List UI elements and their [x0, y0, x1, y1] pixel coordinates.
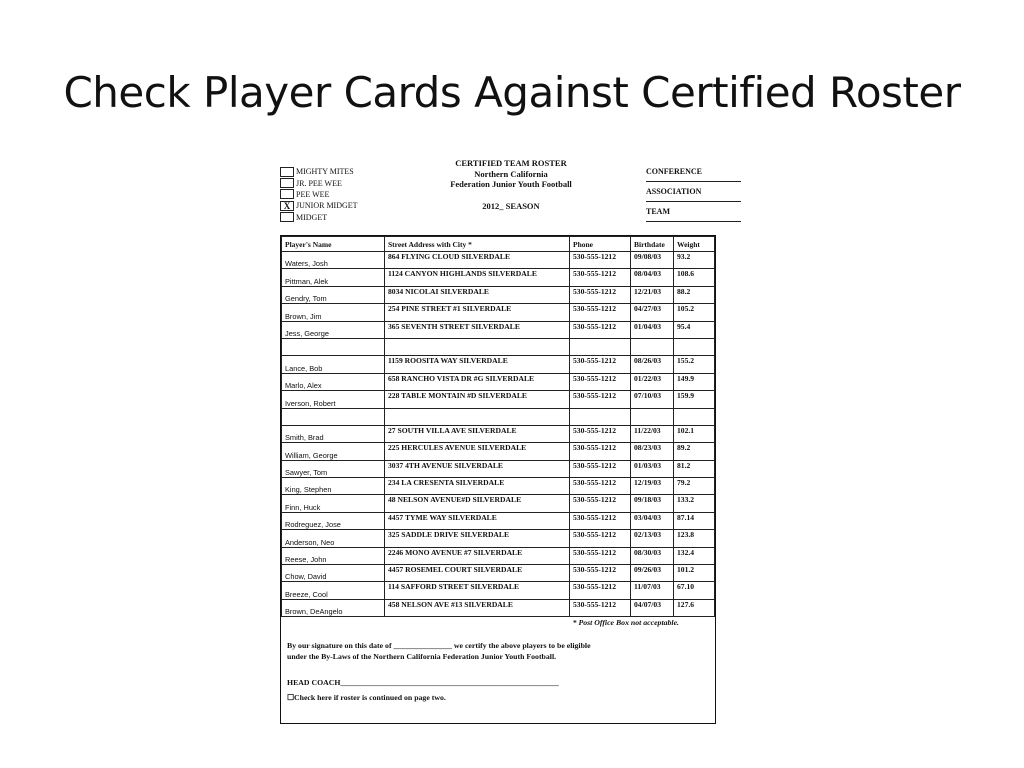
certification-line: By our signature on this date of _______________ we certify the above players to be eligible	[287, 641, 591, 651]
cell-birthdate: 08/26/03	[631, 356, 674, 373]
cell-phone: 530-555-1212	[570, 495, 631, 512]
cell-weight: 95.4	[674, 321, 715, 338]
table-row	[282, 495, 715, 512]
cell-name: Anderson, Neo	[282, 530, 385, 547]
division-label: JR. PEE WEE	[296, 178, 342, 188]
cell-birthdate: 08/30/03	[631, 547, 674, 564]
cell-address: 234 LA CRESENTA SILVERDALE	[385, 478, 570, 495]
cell-phone: 530-555-1212	[570, 286, 631, 303]
roster-document	[280, 156, 718, 726]
column-header: Street Address with City *	[385, 237, 570, 252]
cell-phone: 530-555-1212	[570, 547, 631, 564]
cell-name: Gendry, Tom	[282, 286, 385, 303]
cell-name: Rodreguez, Jose	[282, 512, 385, 529]
table-row	[282, 582, 715, 599]
cell-address: 27 SOUTH VILLA AVE SILVERDALE	[385, 425, 570, 442]
cell-phone: 530-555-1212	[570, 599, 631, 616]
table-row	[282, 269, 715, 286]
cell-weight: 79.2	[674, 478, 715, 495]
roster-body	[282, 252, 715, 617]
continued-checkbox-line: ☐Check here if roster is continued on page two.	[287, 693, 446, 703]
table-row	[282, 304, 715, 321]
cell-phone: 530-555-1212	[570, 478, 631, 495]
cell-phone: 530-555-1212	[570, 530, 631, 547]
cell-name	[282, 338, 385, 355]
cell-weight: 81.2	[674, 460, 715, 477]
cell-name: Iverson, Robert	[282, 391, 385, 408]
cell-phone: 530-555-1212	[570, 443, 631, 460]
column-header: Weight	[674, 237, 715, 252]
cell-name: Finn, Huck	[282, 495, 385, 512]
table-row	[282, 373, 715, 390]
po-box-note: * Post Office Box not acceptable.	[572, 618, 679, 628]
division-checkbox	[280, 178, 294, 188]
cell-address: 8034 NICOLAI SILVERDALE	[385, 286, 570, 303]
certification-statement	[287, 641, 709, 662]
cell-phone	[570, 408, 631, 425]
table-row	[282, 512, 715, 529]
cell-weight: 89.2	[674, 443, 715, 460]
division-row	[280, 177, 358, 188]
table-row	[282, 530, 715, 547]
cell-weight: 101.2	[674, 565, 715, 582]
roster-region: Northern California	[474, 168, 548, 179]
roster-title: CERTIFIED TEAM ROSTER	[455, 158, 567, 168]
cell-phone	[570, 338, 631, 355]
cell-weight: 93.2	[674, 252, 715, 269]
table-row	[282, 478, 715, 495]
cell-name: Smith, Brad	[282, 425, 385, 442]
table-row	[282, 565, 715, 582]
roster-org: Federation Junior Youth Football	[450, 179, 572, 189]
division-checklist	[280, 166, 358, 223]
table-row	[282, 391, 715, 408]
table-row	[282, 599, 715, 616]
cell-phone: 530-555-1212	[570, 252, 631, 269]
cell-birthdate: 01/04/03	[631, 321, 674, 338]
cell-weight: 123.8	[674, 530, 715, 547]
cell-address: 365 SEVENTH STREET SILVERDALE	[385, 321, 570, 338]
cell-weight: 102.1	[674, 425, 715, 442]
certification-line: under the By-Laws of the Northern California Federation Junior Youth Football.	[287, 651, 557, 661]
cell-birthdate: 12/21/03	[631, 286, 674, 303]
cell-birthdate: 08/04/03	[631, 269, 674, 286]
cell-phone: 530-555-1212	[570, 269, 631, 286]
division-label: MIGHTY MITES	[296, 167, 354, 177]
cell-phone: 530-555-1212	[570, 373, 631, 390]
cell-birthdate: 09/18/03	[631, 495, 674, 512]
cell-address: 114 SAFFORD STREET SILVERDALE	[385, 582, 570, 599]
cell-phone: 530-555-1212	[570, 304, 631, 321]
conference-field: CONFERENCE	[646, 162, 741, 182]
roster-footer	[281, 618, 715, 702]
cell-address: 4457 ROSEMEL COURT SILVERDALE	[385, 565, 570, 582]
cell-name: Sawyer, Tom	[282, 460, 385, 477]
cell-name: Brown, Jim	[282, 304, 385, 321]
cell-birthdate: 04/07/03	[631, 599, 674, 616]
table-row	[282, 286, 715, 303]
cell-name: Reese, John	[282, 547, 385, 564]
cell-phone: 530-555-1212	[570, 582, 631, 599]
cell-weight: 159.9	[674, 391, 715, 408]
cell-birthdate: 04/27/03	[631, 304, 674, 321]
cell-name: Jess, George	[282, 321, 385, 338]
cell-address: 1124 CANYON HIGHLANDS SILVERDALE	[385, 269, 570, 286]
head-coach-signature-line: HEAD COACH________________________________________________________	[287, 678, 559, 688]
cell-birthdate: 08/23/03	[631, 443, 674, 460]
cell-address: 864 FLYING CLOUD SILVERDALE	[385, 252, 570, 269]
division-row	[280, 200, 358, 211]
cell-name: King, Stephen	[282, 478, 385, 495]
division-row	[280, 189, 358, 200]
cell-birthdate: 01/22/03	[631, 373, 674, 390]
table-row	[282, 425, 715, 442]
cell-weight: 127.6	[674, 599, 715, 616]
cell-weight	[674, 338, 715, 355]
roster-heading	[440, 158, 582, 211]
cell-weight: 155.2	[674, 356, 715, 373]
cell-phone: 530-555-1212	[570, 425, 631, 442]
cell-birthdate: 11/07/03	[631, 582, 674, 599]
cell-weight: 105.2	[674, 304, 715, 321]
cell-birthdate: 07/10/03	[631, 391, 674, 408]
cell-birthdate: 03/04/03	[631, 512, 674, 529]
cell-address: 2246 MONO AVENUE #7 SILVERDALE	[385, 547, 570, 564]
cell-birthdate: 01/03/03	[631, 460, 674, 477]
cell-address	[385, 338, 570, 355]
association-field: ASSOCIATION	[646, 182, 741, 202]
division-label: JUNIOR MIDGET	[296, 201, 358, 211]
cell-name	[282, 408, 385, 425]
cell-address: 325 SADDLE DRIVE SILVERDALE	[385, 530, 570, 547]
table-row	[282, 443, 715, 460]
cell-name: Chow, David	[282, 565, 385, 582]
cell-address: 48 NELSON AVENUE#D SILVERDALE	[385, 495, 570, 512]
cell-address: 1159 ROOSITA WAY SILVERDALE	[385, 356, 570, 373]
cell-weight: 87.14	[674, 512, 715, 529]
column-header: Phone	[570, 237, 631, 252]
cell-birthdate: 12/19/03	[631, 478, 674, 495]
cell-phone: 530-555-1212	[570, 512, 631, 529]
cell-address: 658 RANCHO VISTA DR #G SILVERDALE	[385, 373, 570, 390]
division-checkbox	[280, 189, 294, 199]
cell-phone: 530-555-1212	[570, 391, 631, 408]
cell-birthdate	[631, 338, 674, 355]
cell-birthdate: 09/26/03	[631, 565, 674, 582]
cell-birthdate: 09/08/03	[631, 252, 674, 269]
cell-weight: 149.9	[674, 373, 715, 390]
table-row	[282, 321, 715, 338]
table-header-row	[282, 237, 715, 252]
roster-table-frame	[280, 235, 716, 724]
cell-name: Waters, Josh	[282, 252, 385, 269]
column-header: Player's Name	[282, 237, 385, 252]
cell-phone: 530-555-1212	[570, 356, 631, 373]
roster-table	[281, 236, 715, 617]
cell-phone: 530-555-1212	[570, 460, 631, 477]
table-row	[282, 547, 715, 564]
cell-address: 228 TABLE MONTAIN #D SILVERDALE	[385, 391, 570, 408]
cell-address: 225 HERCULES AVENUE SILVERDALE	[385, 443, 570, 460]
cell-name: Breeze, Cool	[282, 582, 385, 599]
cell-weight: 132.4	[674, 547, 715, 564]
cell-address: 458 NELSON AVE #13 SILVERDALE	[385, 599, 570, 616]
cell-weight: 67.10	[674, 582, 715, 599]
division-row	[280, 212, 358, 223]
cell-name: Marlo, Alex	[282, 373, 385, 390]
roster-season: 2012_ SEASON	[482, 200, 540, 211]
division-checkbox: X	[280, 201, 294, 211]
cell-weight: 133.2	[674, 495, 715, 512]
division-row	[280, 166, 358, 177]
cell-address: 254 PINE STREET #1 SILVERDALE	[385, 304, 570, 321]
cell-birthdate	[631, 408, 674, 425]
cell-address: 3037 4TH AVENUE SILVERDALE	[385, 460, 570, 477]
division-label: PEE WEE	[296, 189, 330, 199]
cell-birthdate: 02/13/03	[631, 530, 674, 547]
cell-name: Brown, DeAngelo	[282, 599, 385, 616]
cell-address: 4457 TYME WAY SILVERDALE	[385, 512, 570, 529]
division-checkbox	[280, 212, 294, 222]
cell-weight: 108.6	[674, 269, 715, 286]
cell-weight: 88.2	[674, 286, 715, 303]
team-info-fields	[646, 162, 741, 222]
table-row	[282, 460, 715, 477]
cell-phone: 530-555-1212	[570, 565, 631, 582]
table-row	[282, 356, 715, 373]
cell-birthdate: 11/22/03	[631, 425, 674, 442]
team-field: TEAM	[646, 202, 741, 222]
table-row	[282, 252, 715, 269]
cell-name: William, George	[282, 443, 385, 460]
column-header: Birthdate	[631, 237, 674, 252]
table-row	[282, 408, 715, 425]
division-checkbox	[280, 167, 294, 177]
division-label: MIDGET	[296, 212, 328, 222]
cell-address	[385, 408, 570, 425]
slide-title: Check Player Cards Against Certified Roster	[63, 68, 961, 117]
cell-name: Pittman, Alek	[282, 269, 385, 286]
table-row	[282, 338, 715, 355]
cell-weight	[674, 408, 715, 425]
cell-name: Lance, Bob	[282, 356, 385, 373]
cell-phone: 530-555-1212	[570, 321, 631, 338]
